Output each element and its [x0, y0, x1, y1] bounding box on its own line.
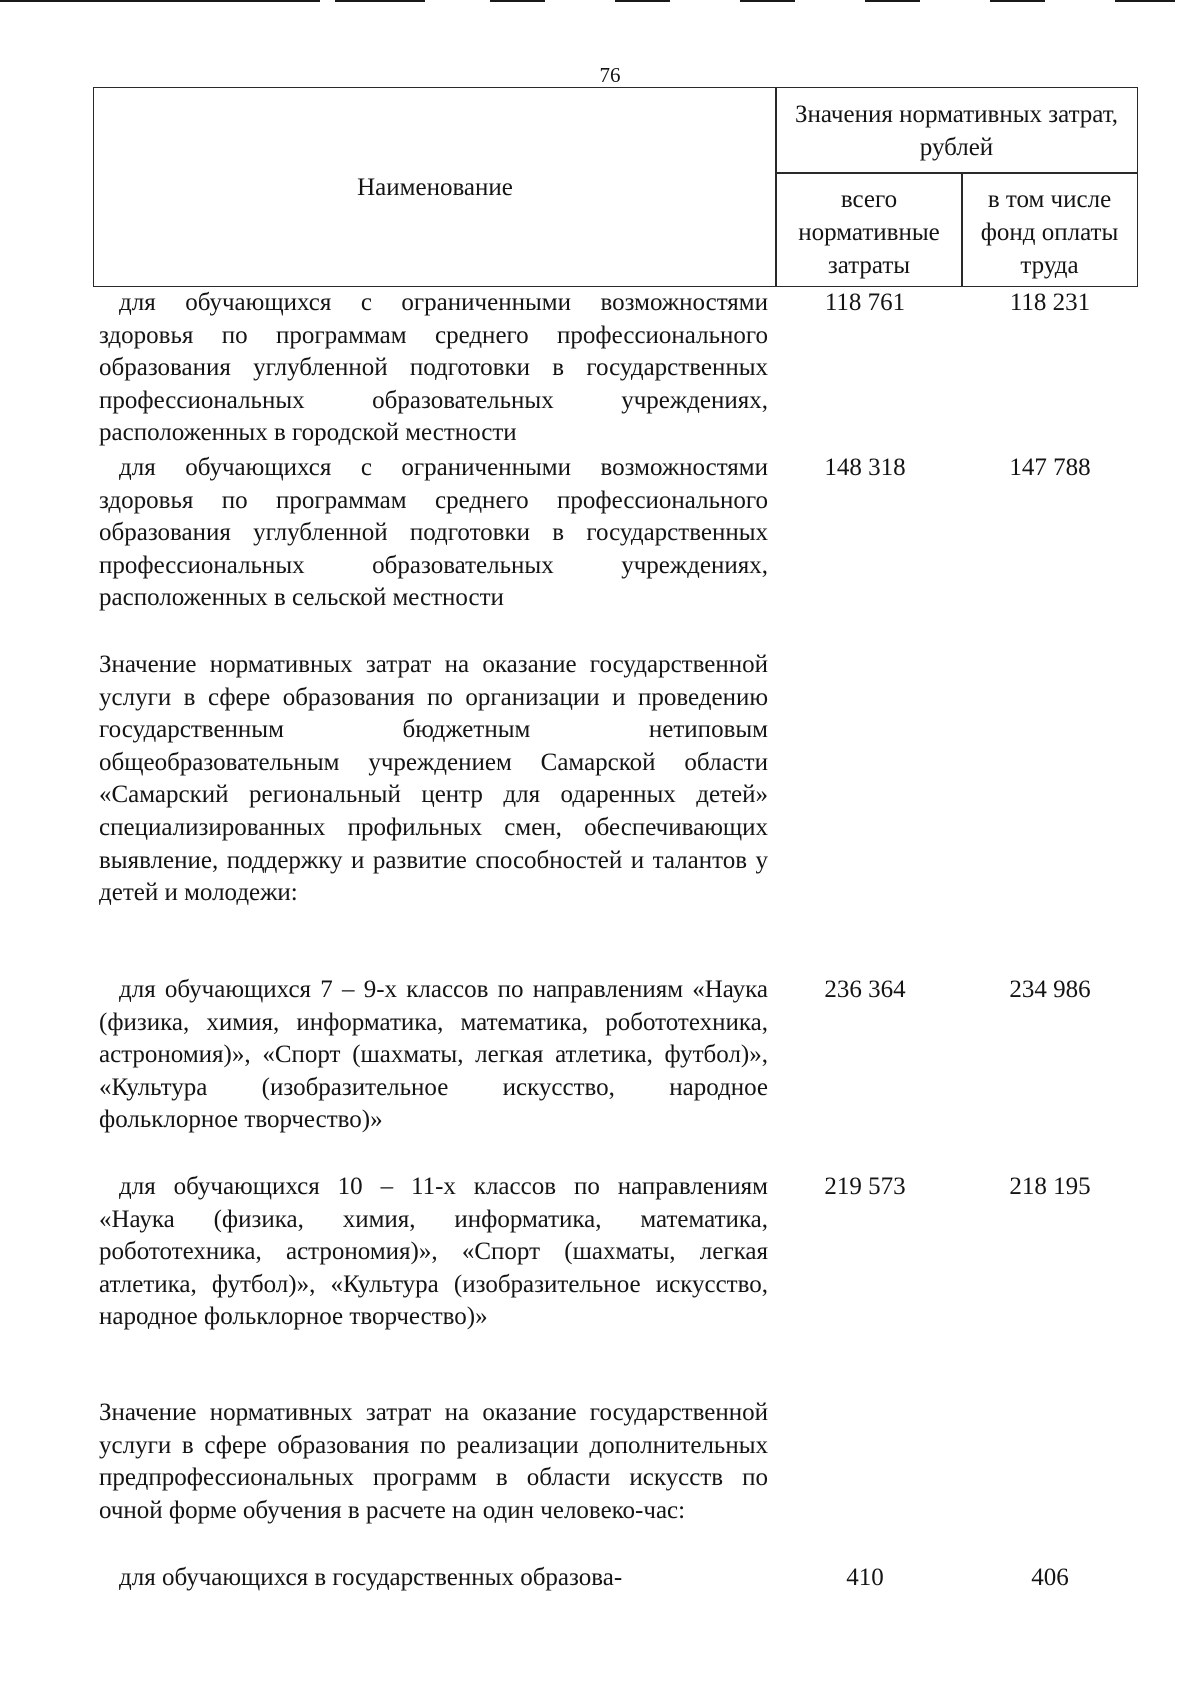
row-total-value: 148 318	[824, 454, 906, 481]
row-name: для обучающихся 10 – 11-х классов по направлениям «Наука (физика, химия, информатика, математика, робототехника, астрономия)», «Спорт (шахматы, легкая атлетика, футбол)», «Культура (изобразительное искусство, народное фольклорное творчество)»	[99, 1173, 768, 1331]
row-name: для обучающихся 7 – 9-х классов по направлениям «Наука (физика, химия, информатика, математика, робототехника, астрономия)», «Спорт (шахматы, легкая атлетика, футбол)», «Культура (изобразительное искусство, народное фольклорное творчество)»	[99, 976, 768, 1134]
row-fot-value: 147 788	[1009, 454, 1091, 481]
row-fot-value: 118 231	[1009, 289, 1091, 316]
row-fot-value: 406	[1031, 1564, 1069, 1591]
row-name: для обучающихся в государственных образова-	[119, 1564, 623, 1591]
row-total-value: 118 761	[824, 289, 906, 316]
row-total-value: 219 573	[824, 1173, 906, 1200]
scan-top-marks	[0, 0, 1200, 4]
section-heading: Значение нормативных затрат на оказание государственной услуги в сфере образования по реализации дополнительных предпрофессиональных программ в области искусств по очной форме обучения в расчете на один человеко-час:	[99, 1399, 768, 1524]
header-name-column: Наименование	[93, 87, 777, 287]
section-heading: Значение нормативных затрат на оказание государственной услуги в сфере образования по организации и проведению государственным бюджетным нетиповым общеобразовательным учреждением Самарской области «Самарский региональный центр для одаренных детей» специализированных профильных смен, обеспечивающих выявление, поддержку и развитие способностей и талантов у детей и молодежи:	[99, 651, 768, 907]
page-number: 76	[599, 63, 621, 87]
header-values-group: Значения нормативных затрат, рублей	[775, 87, 1138, 174]
row-fot-value: 234 986	[1009, 976, 1091, 1003]
row-total-value: 410	[846, 1564, 884, 1591]
header-fot-column: в том числе фонд оплаты труда	[961, 172, 1138, 287]
row-total-value: 236 364	[824, 976, 906, 1003]
row-name: для обучающихся с ограниченными возможностями здоровья по программам среднего профессионального образования углубленной подготовки в государственных профессиональных образовательных учреждениях, расположенных в сельской местности	[99, 454, 768, 612]
header-total-column: всего нормативные затраты	[775, 172, 963, 287]
row-fot-value: 218 195	[1009, 1173, 1091, 1200]
row-name: для обучающихся с ограниченными возможностями здоровья по программам среднего профессионального образования углубленной подготовки в государственных профессиональных образовательных учреждениях, расположенных в городской местности	[99, 289, 768, 447]
